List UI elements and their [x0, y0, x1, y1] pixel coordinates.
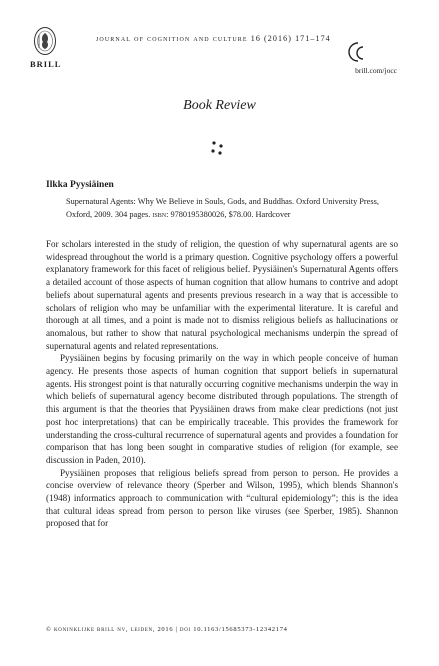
journal-url-link[interactable]: brill.com/jocc: [355, 66, 397, 75]
brill-logo: [30, 26, 60, 69]
review-body: [46, 238, 398, 530]
brill-seal-icon: [33, 26, 57, 56]
book-citation: [66, 195, 406, 221]
review-author: Ilkka Pyysiäinen: [46, 180, 114, 190]
jcc-logo-icon: [343, 40, 369, 64]
publisher-info: Oxford University Press, Oxford, 2009. 304 pages.: [66, 197, 379, 219]
isbn-label: isbn:: [152, 210, 169, 219]
ornament-dots-icon: [208, 138, 228, 158]
publisher-name: BRILL: [30, 59, 62, 69]
page-title: Book Review: [183, 98, 256, 113]
copyright-footer: © koninklijke brill nv, leiden, 2016 | doi 10.1163/15685373-12342174: [46, 626, 288, 633]
isbn-value: 9780195380026, $78.00. Hardcover: [170, 210, 291, 219]
body-paragraph-1: For scholars interested in the study of religion, the question of why supernatural agents are so widespread throughout the world is a primary question. Cognitive psychology offers a powerful explanatory framework for this facet of religious belief. Pyysiäinen's Supernatural Agents offers a detailed account of those aspects of human cognition that allow humans to contrive and adopt beliefs about supernatural agents and presents previous research in a way that is accessible to scholars of religion who may be unfamiliar with the experimental literature. It is careful and thorough at all times, and a point is made not to dismiss religious beliefs as hallucinations or anomalous, but rather to show that natural psychological mechanisms underpin the spread of supernatural agents and related representations.: [46, 239, 398, 351]
body-paragraph-2: Pyysiäinen begins by focusing primarily on the way in which people conceive of human agency. He presents those aspects of human cognition that support beliefs in supernatural agents. His strongest point is that naturally occurring cognitive mechanisms underpin the way in which beliefs of supernatural agency become distributed through populations. The strength of this argument is that the theories that Pyysiäinen draws from make clear predictions (not just post hoc interpretations) that can be empirically traceable. This provides the framework for understanding the cross-cultural recurrence of supernatural agents and provides a foundation for comparison that has long been sought in comparative studies of religion (for example, see discussion in Paden, 2010).: [46, 353, 398, 465]
body-paragraph-3: Pyysiäinen proposes that religious beliefs spread from person to person. He provides a concise overview of relevance theory (Sperber and Wilson, 1995), which blends Shannon's (1948) informatics approach to communication with “cultural epidemiology”; this is the idea that cultural ideas spread from person to person like viruses (see Sperber, 1985). Shannon proposed that for: [46, 467, 398, 529]
journal-running-head: journal of cognition and culture 16 (2016) 171–174: [96, 34, 331, 43]
book-title: Supernatural Agents: Why We Believe in Souls, Gods, and Buddhas.: [66, 197, 295, 206]
